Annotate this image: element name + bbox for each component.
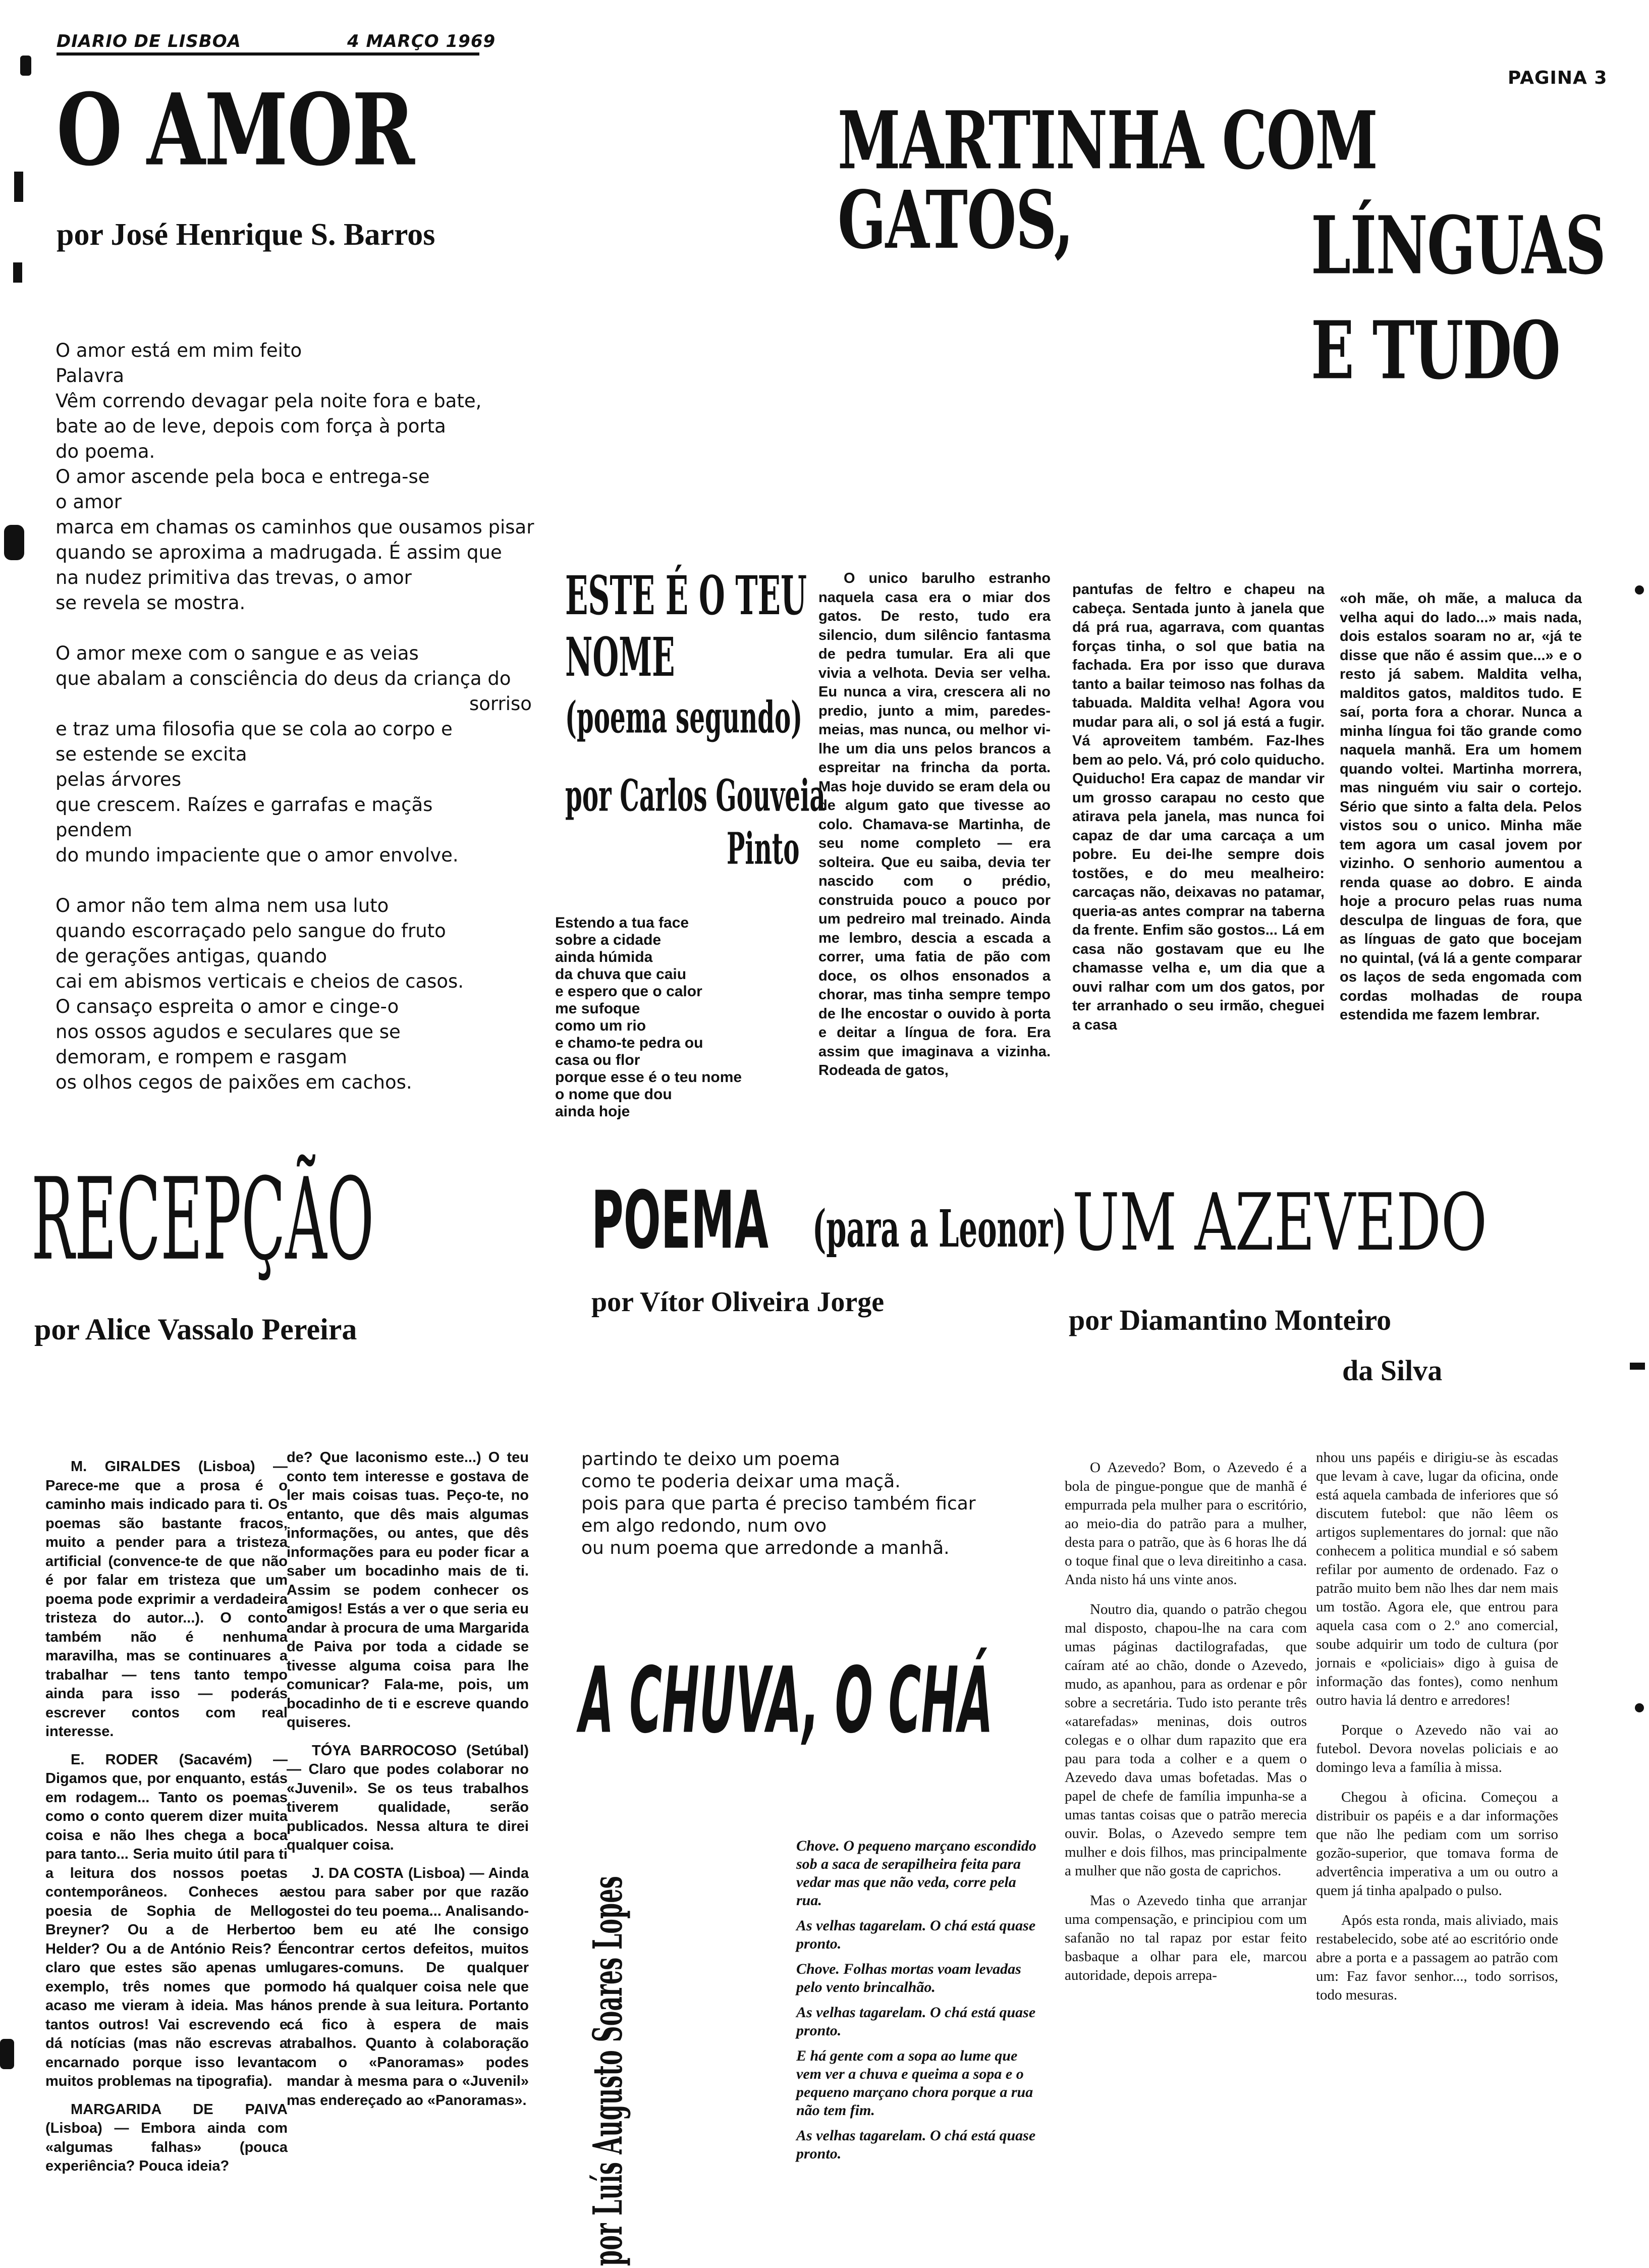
reply-place: (Setúbal) — [457, 1742, 529, 1759]
reply-entry — [287, 1742, 529, 1855]
poem-line: O amor mexe com o sangue e as veias — [56, 642, 419, 664]
este-poem — [555, 914, 792, 1120]
poem-line: na nudez primitiva das trevas, o amor — [56, 567, 412, 588]
azevedo-column-1 — [1065, 1459, 1307, 1985]
poem-line: sobre a cidade — [555, 932, 662, 948]
poema-lines — [581, 1448, 1086, 1559]
margin-mark — [13, 262, 22, 283]
poem-line: marca em chamas os caminhos que ousamos pisar — [56, 516, 534, 538]
reply-place: (Lisboa) — [180, 1459, 273, 1475]
stanza: As velhas tagarelam. O chá está quase pronto. — [796, 2004, 1036, 2039]
poem-line: sorriso — [469, 693, 532, 715]
poem-line: Vêm correndo devagar pela noite fora e bate, — [56, 390, 482, 412]
reply-place: (Sacavém) — [158, 1751, 273, 1768]
poem-line: ou num poema que arredonde a manhã. — [581, 1538, 950, 1558]
reply-name: E. RODER — [71, 1751, 158, 1768]
martinha-title-line-2: LÍNGUAS — [1311, 199, 1606, 293]
este-title-line-2: NOME — [565, 626, 675, 689]
margin-mark — [1635, 1703, 1644, 1712]
poem-line: O cansaço espreita o amor e cinge-o — [56, 996, 399, 1017]
poem-line: bate ao de leve, depois com força à porta — [56, 415, 446, 437]
reply-name: TÓYA BARROCOSO — [312, 1742, 457, 1759]
reply-text: — Parece-me que a prosa é o caminho mais indicado para ti. Os poemas são bastante fracos, muito a pender para a tristeza artificial (convence-te de que não é por falar em tristeza que um poema pode exprimir a verdadeira tristeza do autor...). O conto também não é nenhuma maravilha, mas se continuares a trabalhar — tens tanto tempo ainda para isso — poderás escrever contos com real interesse. — [45, 1459, 288, 1740]
recepcao-byline: por Alice Vassalo Pereira — [34, 1313, 357, 1346]
azevedo-byline-line-1: por Diamantino Monteiro — [1069, 1304, 1392, 1336]
margin-mark — [1635, 585, 1644, 595]
stanza: As velhas tagarelam. O chá está quase pronto. — [796, 2127, 1036, 2162]
reply-text: — Ainda estou para saber por que razão gostei do teu poema... Analisando-o bem eu até lhe consigo encontrar certos defeitos, muitos lugares-comuns. De qualquer modo há qualquer coisa nele que nos prende à sua leitura. Portanto cá fico à espera de mais trabalhos. Quanto à colaboração com o «Panoramas» podes mandar à mesma para o «Juvenil» mas endereçado ao «Panoramas». — [287, 1865, 529, 2109]
chuva-byline: por Luís Augusto Soares Lopes — [584, 1876, 631, 2266]
paper-name: DIARIO DE LISBOA — [57, 31, 241, 51]
poem-line: e traz uma filosofia que se cola ao corpo e — [56, 718, 453, 740]
este-subtitle: (poema segundo) — [565, 692, 803, 743]
poem-line: nos ossos agudos e seculares que se — [56, 1021, 401, 1043]
poem-line: ainda hoje — [555, 1103, 630, 1120]
poem-line: Estendo a tua face — [555, 914, 689, 931]
reply-place: (Lisboa) — [45, 2120, 115, 2136]
poem-line: do mundo impaciente que o amor envolve. — [56, 844, 459, 866]
poem-line: do poema. — [56, 441, 155, 462]
amor-poem — [56, 338, 560, 1095]
paragraph: Mas o Azevedo tinha que arranjar uma compensação, e principiou com um safanão no tal rapaz por estar feito basbaque a olhar para ele, marcou autoridade, depois arrepa- — [1065, 1893, 1307, 1983]
poem-line: casa ou flor — [555, 1052, 640, 1068]
margin-mark — [20, 56, 31, 76]
poem-line: o nome que dou — [555, 1086, 672, 1103]
margin-mark — [1630, 1363, 1645, 1370]
reply-place: (Lisboa) — [404, 1865, 470, 1881]
poem-line: O amor ascende pela boca e entrega-se — [56, 466, 430, 488]
paragraph: Noutro dia, quando o patrão chegou mal disposto, chapou-lhe na cara com umas páginas dactilografadas, que caíram até ao chão, donde o Azevedo, mudo, as apanhou, para as ordenar e pôr sobre a secretária. Tudo isto perante três «atarefadas» meninas, dois outros colegas e o olhar dum rapazito que era pau para toda a colher e a quem o Azevedo dava umas bofetadas. Mas o papel de chefe de família impunha-se a umas tantas coisas que o patrão merecia ouvir. Bolas, o Azevedo sempre tem mulher e dois filhos, mas principalmente a mulher que não gosta de caprichos. — [1065, 1601, 1307, 1879]
amor-byline: por José Henrique S. Barros — [57, 218, 435, 252]
stanza: E há gente com a sopa ao lume que vem ver a chuva e queima a sopa e o pequeno marçano chora porque a rua não tem fim. — [796, 2047, 1033, 2119]
poem-line: pendem — [56, 819, 132, 841]
poema-subtitle: (para a Leonor) — [812, 1199, 1067, 1259]
martinha-column-1: O unico barulho estranho naquela casa era o miar dos gatos. De resto, tudo era silencio, dum silêncio fantasma de pedra tumular. Era ali que vivia a velhota. Devia ser velha. Eu nunca a vira, crescera ali no predio, junto a mim, paredes-meias, mas nunca, ou melhor vi-lhe um dia uns pelos brancos a espreitar na frincha da porta. Mas hoje duvido se eram dela ou de algum gato que tivesse ao colo. Chamava-se Martinha, de seu nome completo — era solteira. Que eu saiba, devia ter nascido com o prédio, construida pouco a pouco por um pedreiro mal treinado. Ainda me lembro, descia a escada a correr, uma fatia de pão com doce, os olhos ensonados a chorar, mas tinha sempre tempo de lhe encostar o ouvido à porta e deitar a língua de fora. Era assim que imaginava a vizinha. Rodeada de gatos, — [818, 570, 1051, 1078]
azevedo-byline-line-2: da Silva — [1342, 1354, 1443, 1387]
poem-line: o amor — [56, 491, 122, 513]
poema-byline: por Vítor Oliveira Jorge — [591, 1286, 885, 1318]
margin-mark — [4, 525, 24, 560]
azevedo-column-2 — [1316, 1448, 1558, 2005]
paragraph: Porque o Azevedo não vai ao futebol. Devora novelas policiais e ao domingo leva a família à missa. — [1316, 1722, 1558, 1775]
reply-text: de? Que laconismo este...) O teu conto tem interesse e gostava de ler mais coisas tuas. Peço-te, no entanto, que dês mais algumas informações, ou antes, que dês informações para eu poder ficar a saber um bocadinho mais de ti. Assim se podem conhecer os amigos! Estás a ver o que seria eu andar à procura de uma Margarida de Paiva por toda a cidade se tivesse alguma coisa para lhe comunicar? Fala-me, pois, um bocadinho de ti e escreve quando quiseres. — [287, 1449, 529, 1731]
page-number: PAGINA 3 — [1508, 68, 1608, 88]
poem-line: me sufoque — [555, 1000, 640, 1017]
este-title-line-1: ESTE É O TEU — [565, 564, 807, 627]
reply-text: — Claro que podes colaborar no «Juvenil». Se os teus trabalhos tiverem qualidade, serão publicados. Nessa altura te direi qualquer coisa. — [287, 1761, 529, 1853]
poem-line: ainda húmida — [555, 949, 653, 965]
poem-line: cai em abismos verticais e cheios de casos. — [56, 970, 464, 992]
poem-line — [56, 868, 560, 893]
recepcao-title: RECEPÇÃO — [31, 1154, 374, 1285]
stanza: Chove. O pequeno marçano escondido sob a saca de serapilheira feita para vedar mas que não veda, corre pela rua. — [796, 1838, 1036, 1909]
martinha-column-3: «oh mãe, oh mãe, a maluca da velha aqui do lado...» mais nada, dois estalos soaram no ar, «já te disse que não é assim que...» e o resto já sabem. Maldita velha, malditos gatos, malditos tudo. E saí, porta fora a chorar. Nunca a minha língua foi tão grande como naquela manhã. Era um homem quando voltei. Martinha morrera, mas ninguém viu sair o cortejo. Sério que sinto a falta dela. Pelos vistos sou o unico. Minha mãe tem agora um casal jovem por vizinho. O senhorio aumentou a renda quase ao dobro. E ainda hoje a procuro pelas ruas numa desculpa de linguas de fora, que as línguas de gato que bocejam no quintal, (vá lá a gente comparar os laços de seda engomada com cordas molhadas de roupa estendida me fazem lembrar. — [1340, 590, 1582, 1023]
reply-text: — Digamos que, por enquanto, estás em rodagem... Tanto os poemas como o conto querem dizer muita coisa e não lhes chega a boca para tanto... Seria muito útil para ti a leitura dos nossos poetas contemporâneos. Conheces a poesia de Sophia de Mello Breyner? Ou a de Herberto Helder? Ou a de António Reis? É claro que estes são apenas um exemplo, três nomes que por acaso me vieram à ideia. Mas há tantos outros! Vai escrevendo e dá notícias (mas não escrevas a encarnado porque isso levanta muitos problemas na tipografia). — [45, 1751, 288, 2089]
poem-line: porque esse é o teu nome — [555, 1069, 742, 1086]
reply-name: M. GIRALDES — [71, 1459, 181, 1475]
poem-line: se estende se excita — [56, 743, 247, 765]
poem-line: e chamo-te pedra ou — [555, 1035, 703, 1051]
amor-title: O AMOR — [57, 72, 414, 188]
poem-line — [56, 616, 560, 641]
poem-line: quando se aproxima a madrugada. É assim que — [56, 542, 502, 563]
reply-name: MARGARIDA DE PAIVA — [71, 2101, 288, 2118]
poem-line: se revela se mostra. — [56, 592, 246, 614]
poem-line: de gerações antigas, quando — [56, 945, 327, 967]
poem-line: em algo redondo, num ovo — [581, 1516, 827, 1536]
este-byline-line-2: Pinto — [727, 824, 800, 875]
stanza: Chove. Folhas mortas voam levadas pelo vento brincalhão. — [796, 1961, 1021, 1995]
poema-title: POEMA — [591, 1174, 769, 1267]
poem-line: partindo te deixo um poema — [581, 1449, 840, 1470]
reply-entry — [287, 1864, 529, 2111]
reply-entry — [45, 1457, 288, 1742]
chuva-title: A CHUVA, O CHÁ — [579, 1648, 993, 1754]
stanza: As velhas tagarelam. O chá está quase pronto. — [796, 1917, 1036, 1952]
poem-line: e espero que o calor — [555, 983, 702, 1000]
issue-date: 4 MARÇO 1969 — [347, 31, 496, 51]
reply-name: J. DA COSTA — [312, 1865, 404, 1881]
poem-line: quando escorraçado pelo sangue do fruto — [56, 920, 446, 942]
poem-line: Palavra — [56, 365, 125, 387]
poem-line: da chuva que caiu — [555, 966, 687, 983]
reply-text: — Embora ainda com «algumas falhas» (pouca experiência? Pouca ideia? — [45, 2120, 288, 2174]
reply-entry — [45, 1751, 288, 2091]
este-byline-line-1: por Carlos Gouveia — [565, 771, 826, 822]
margin-mark — [14, 172, 23, 202]
poem-line: como um rio — [555, 1017, 646, 1034]
poem-line: que abalam a consciência do deus da criança do — [56, 668, 511, 689]
chuva-byline-rotated — [584, 1812, 631, 2266]
reply-entry — [45, 2100, 288, 2176]
poem-line: que crescem. Raízes e garrafas e maçãs — [56, 794, 433, 816]
poem-line: pelas árvores — [56, 769, 182, 790]
martinha-title-line-1: MARTINHA COM GATOS, — [838, 94, 1378, 267]
recepcao-column-1 — [45, 1448, 288, 2176]
margin-mark — [0, 2039, 14, 2069]
poem-line: demoram, e rompem e rasgam — [56, 1046, 347, 1068]
reply-entry — [287, 1448, 529, 1733]
masthead-rule — [57, 52, 479, 56]
martinha-column-2: pantufas de feltro e chapeu na cabeça. Sentada junto à janela que dá prá rua, agarrava, com quantas forças tinha, o sol que batia na fachada. Era por isso que durava tanto a bailar teimoso nas folhas da tabuada. Maldita velha! Agora vou mudar para ali, o sol já está a fugir. Vá aproveitem também. Faz-lhes bem ao pelo. Vá, pró colo quiducho. Quiducho! Era capaz de mandar vir um grosso carapau no cesto que atirava pela janela, mas nunca foi capaz de dar uma carcaça a um pobre. Eu dei-lhe sempre dois tostões, e do meu mealheiro: carcaças não, deixavas no patamar, queria-as antes comprar na taberna da frente. Enfim são gostos... Lá em casa não gostavam que eu lhe chamasse velha e, um dia que a ouvi ralhar com um dos gatos, por ter arranhado o seu irmão, cheguei a casa — [1072, 581, 1325, 1033]
poem-line: pois para que parta é preciso também ficar — [581, 1493, 976, 1514]
martinha-title-line-3: E TUDO — [1311, 304, 1560, 398]
poem-line: O amor não tem alma nem usa luto — [56, 895, 389, 916]
paragraph: nhou uns papéis e dirigiu-se às escadas que levam à cave, lugar da oficina, onde está aquela cambada de inferiores que só discutem futebol: que não lêem os artigos suplementares do jornal: que não conhecem a politica mundial e só sabem refilar por aumento de ordenado. Faz o patrão muito bem não lhes dar nem mais um tostão. Agora ele, que entrou para aquela casa com o 2.º ano comercial, soube adquirir um todo de cultura (por jornais e «policiais» digo à guisa de informação das fontes), como nenhum outro havia lá dentro e arredores! — [1316, 1449, 1558, 1708]
recepcao-column-2 — [287, 1448, 529, 2110]
paragraph: Chegou à oficina. Começou a distribuir os papéis e a dar informações que não lhe pediam com um sorriso gozão-superior, que tomava forma de advertência imperativa a um ou outro a quem já tinha apalpado o pulso. — [1316, 1789, 1558, 1899]
poem-line: os olhos cegos de paixões em cachos. — [56, 1071, 412, 1093]
chuva-stanzas — [796, 1837, 1043, 2170]
paragraph: O Azevedo? Bom, o Azevedo é a bola de pingue-pongue que de manhã é empurrada pela mulher para o escritório, ao meio-dia do patrão para a mulher, desta para o patrão, que às 6 horas lhe dá o toque final que o leva direitinho a casa. Anda nisto há uns vinte anos. — [1065, 1460, 1307, 1588]
poem-line: O amor está em mim feito — [56, 340, 302, 361]
azevedo-title: UM AZEVEDO — [1072, 1177, 1487, 1269]
paragraph: Após esta ronda, mais aliviado, mais restabelecido, sobe até ao escritório onde abre a porta e a passagem ao patrão com um: Faz favor senhor..., todo sorrisos, todo mesuras. — [1316, 1912, 1558, 2003]
poem-line: como te poderia deixar uma maçã. — [581, 1471, 901, 1492]
